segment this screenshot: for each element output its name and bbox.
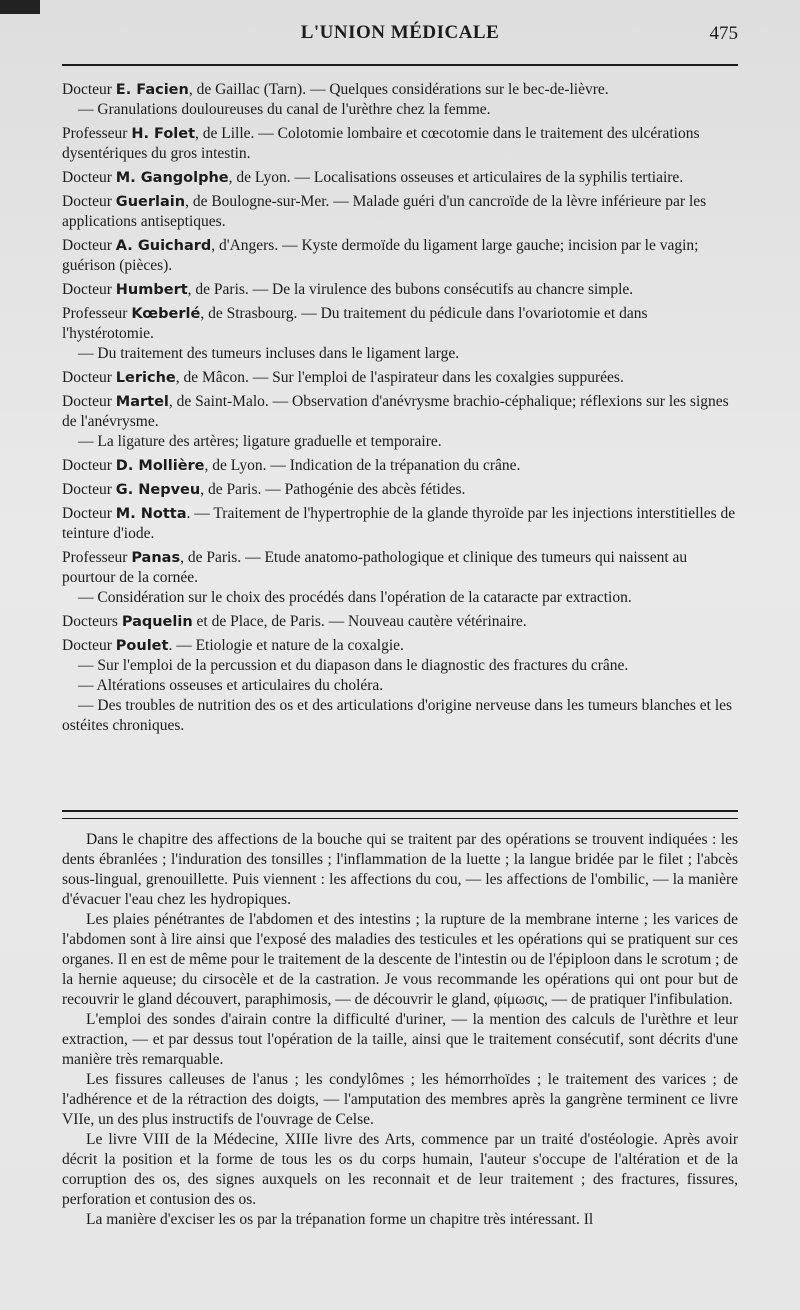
author-name: A. Guichard — [115, 238, 212, 254]
communication-title: , de Lyon. — Localisations osseuses et articulaires de la syphilis tertiaire. — [228, 169, 684, 186]
author-name: Guerlain — [115, 194, 186, 210]
paragraph: Les plaies pénétrantes de l'abdomen et des intestins ; la rupture de la membrane interne ; les varices de l'abdomen sont à lire ainsi que l'exposé des maladies des testicules et les opérations qui se pratiquent sur ces organes. Il en est de même pour le traitement de la descente de l'intestin ou de l'épiploon dans le scrotum ; de la hernie aqueuse; du cirsocèle et de la castration. Je vous recommande les opérations qui ont pour but de recouvrir le gland découvert, paraphimosis, — de découvrir le gland, φίμωσις, — de pratiquer l'infibulation. — [62, 911, 738, 1008]
author-title: Docteur — [62, 281, 112, 298]
list-item — [62, 480, 738, 500]
list-item — [62, 304, 738, 364]
list-item — [62, 548, 738, 608]
running-title: L'UNION MÉDICALE — [300, 22, 500, 43]
author-name: Kœberlé — [131, 306, 201, 322]
paragraph: Dans le chapitre des affections de la bouche qui se traitent par des opérations se trouvent indiquées : les dents ébranlées ; l'induration des tonsilles ; l'inflammation de la luette ; la langue bridée par le filet ; l'abcès sous-lingual, grenouillette. Puis viennent : les affections du cou, — les affections de l'ombilic, — la manière d'évacuer l'eau chez les hydropiques. — [62, 831, 738, 908]
author-title: Docteur — [62, 505, 112, 522]
author-name: D. Mollière — [115, 458, 205, 474]
section-divider — [62, 810, 738, 819]
communication-title: , de Lyon. — Indication de la trépanation du crâne. — [204, 457, 521, 474]
list-item — [62, 368, 738, 388]
article-body — [62, 830, 738, 1230]
communication-title: , d'Angers. — Kyste dermoïde du ligament large gauche; incision par le vagin; guérison (pièces). — [62, 237, 699, 274]
list-item — [62, 392, 738, 452]
author-name: Panas — [131, 550, 181, 566]
list-item — [62, 236, 738, 276]
communication-title: . — Traitement de l'hypertrophie de la glande thyroïde par les injections interstitielles de teinture d'iode. — [62, 505, 736, 542]
author-title: Professeur — [62, 125, 128, 142]
communication-title: , de Strasbourg. — Du traitement du pédicule dans l'ovariotomie et dans l'hystérotomie. — [62, 305, 648, 342]
communication-title: , de Gaillac (Tarn). — Quelques considérations sur le bec-de-lièvre. — [188, 81, 609, 98]
author-name: Leriche — [115, 370, 176, 386]
additional-communication: — Granulations douloureuses du canal de l'urèthre chez la femme. — [78, 101, 491, 118]
author-name: M. Gangolphe — [115, 170, 229, 186]
additional-communication: — Altérations osseuses et articulaires du choléra. — [78, 677, 384, 694]
list-item — [62, 168, 738, 188]
author-title: Professeur — [62, 549, 128, 566]
author-title: Docteur — [62, 393, 112, 410]
list-item — [62, 504, 738, 544]
communication-title: , de Saint-Malo. — Observation d'anévrysme brachio-céphalique; réflexions sur les signes de l'anévrysme. — [62, 393, 729, 430]
author-name: G. Nepveu — [115, 482, 201, 498]
communications-list — [62, 80, 738, 740]
author-name: Humbert — [115, 282, 188, 298]
additional-communication: — La ligature des artères; ligature graduelle et temporaire. — [78, 433, 442, 450]
paragraph: Les fissures calleuses de l'anus ; les condylômes ; les hémorrhoïdes ; le traitement des varices ; de l'adhérence et de la rétraction des doigts, — l'amputation des membres après la gangrène terminent ce livre VIIe, un des plus instructifs de l'ouvrage de Celse. — [62, 1071, 738, 1128]
list-item — [62, 280, 738, 300]
communication-title: , de Lille. — Colotomie lombaire et cœcotomie dans le traitement des ulcérations dysentériques du gros intestin. — [62, 125, 700, 162]
author-title: Docteur — [62, 637, 112, 654]
additional-communication: — Sur l'emploi de la percussion et du diapason dans le diagnostic des fractures du crâne. — [78, 657, 629, 674]
header-rule — [62, 64, 738, 66]
running-header — [62, 22, 738, 52]
additional-communication: — Des troubles de nutrition des os et des articulations d'origine nerveuse dans les tumeurs blanches et les ostéites chroniques. — [62, 697, 733, 734]
author-name: Poulet — [115, 638, 169, 654]
list-item — [62, 192, 738, 232]
list-item — [62, 80, 738, 120]
additional-communication: — Du traitement des tumeurs incluses dans le ligament large. — [78, 345, 460, 362]
author-title: Docteur — [62, 193, 112, 210]
author-title: Docteur — [62, 369, 112, 386]
paragraph: L'emploi des sondes d'airain contre la difficulté d'uriner, — la mention des calculs de l'urèthre et leur extraction, — et par dessus tout l'opération de la taille, ainsi que le traitement consécutif, sont décrits d'une manière très remarquable. — [62, 1011, 738, 1068]
communication-title: . — Etiologie et nature de la coxalgie. — [168, 637, 404, 654]
list-item — [62, 612, 738, 632]
communication-title: , de Boulogne-sur-Mer. — Malade guéri d'un cancroïde de la lèvre inférieure par les applications antiseptiques. — [62, 193, 707, 230]
communication-title: , de Mâcon. — Sur l'emploi de l'aspirateur dans les coxalgies suppurées. — [175, 369, 624, 386]
author-title: Docteur — [62, 169, 112, 186]
author-title: Docteurs — [62, 613, 118, 630]
author-title: Docteur — [62, 81, 112, 98]
paragraph: La manière d'exciser les os par la trépanation forme un chapitre très intéressant. Il — [86, 1211, 594, 1228]
page-number: 475 — [709, 23, 738, 44]
list-item — [62, 456, 738, 476]
communication-title: , de Paris. — Pathogénie des abcès fétides. — [200, 481, 466, 498]
communication-title: et de Place, de Paris. — Nouveau cautère vétérinaire. — [192, 613, 527, 630]
author-title: Professeur — [62, 305, 128, 322]
author-name: H. Folet — [131, 126, 196, 142]
author-name: M. Notta — [115, 506, 187, 522]
author-name: Martel — [115, 394, 169, 410]
communication-title: , de Paris. — Etude anatomo-pathologique et clinique des tumeurs qui naissent au pourtour de la cornée. — [62, 549, 688, 586]
list-item — [62, 636, 738, 736]
author-name: Paquelin — [121, 614, 193, 630]
list-item — [62, 124, 738, 164]
author-title: Docteur — [62, 481, 112, 498]
author-title: Docteur — [62, 237, 112, 254]
paragraph: Le livre VIII de la Médecine, XIIIe livre des Arts, commence par un traité d'ostéologie. Après avoir décrit la position et la forme de tous les os du corps humain, l'auteur s'occupe de l'altération et de la corruption des os, des signes auxquels on les reconnait et de leur traitement ; des fractures, fissures, perforation et contusion des os. — [62, 1131, 738, 1208]
additional-communication: — Considération sur le choix des procédés dans l'opération de la cataracte par extraction. — [78, 589, 632, 606]
communication-title: , de Paris. — De la virulence des bubons consécutifs au chancre simple. — [187, 281, 634, 298]
author-title: Docteur — [62, 457, 112, 474]
author-name: E. Facien — [115, 82, 189, 98]
